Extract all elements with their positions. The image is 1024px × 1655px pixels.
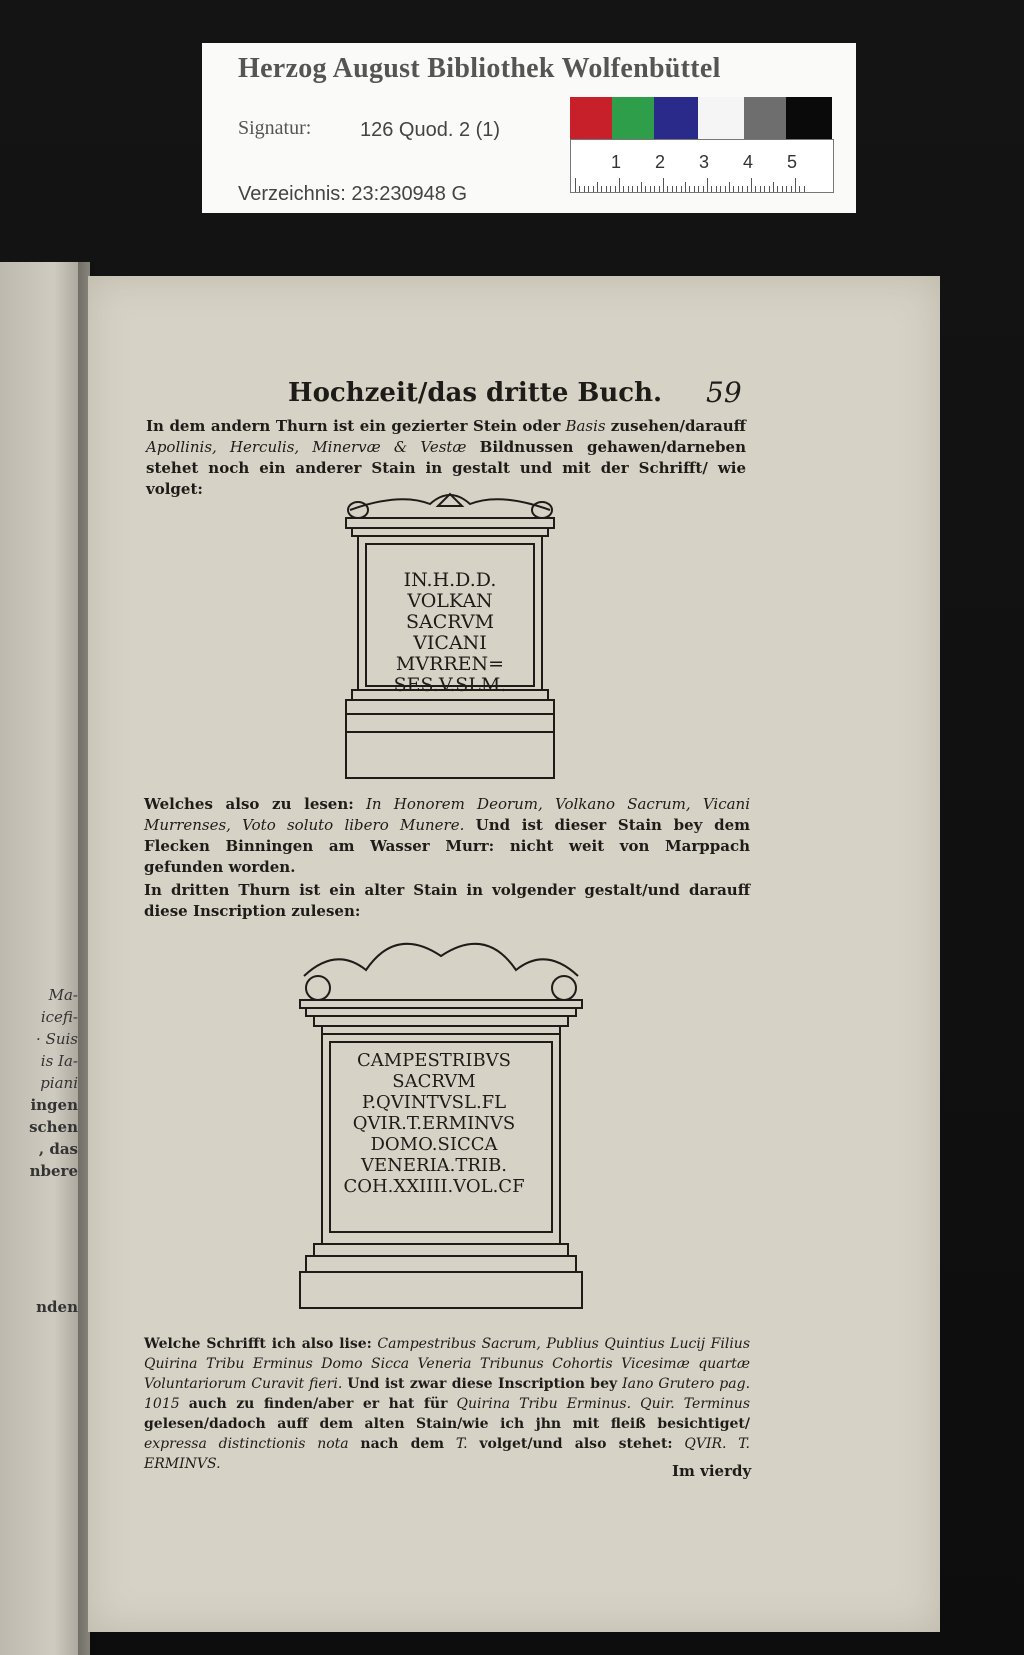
ruler-tick	[769, 186, 770, 192]
left-fragment: ingen	[30, 1096, 78, 1114]
ruler-tick	[764, 186, 765, 192]
left-fragment: schen	[29, 1118, 78, 1136]
ruler-tick	[619, 178, 620, 192]
para1-text-c: zusehen/darauff	[610, 417, 746, 435]
para4-text-d: Iano Grutero pag. 1015	[144, 1376, 751, 1412]
ruler-tick	[777, 186, 778, 192]
signatur-value: 126 Quod. 2 (1)	[360, 119, 501, 141]
library-name: Herzog August Bibliothek Wolfenbüttel	[238, 53, 721, 84]
para1-text-a: In dem andern Thurn ist ein gezierter Stein oder	[146, 417, 561, 435]
para2-text-a: Welches also zu lesen:	[144, 795, 354, 813]
ruler-tick	[786, 186, 787, 192]
color-calibration-swatches	[570, 97, 832, 139]
ruler-tick	[694, 186, 695, 192]
paragraph-2	[144, 794, 750, 878]
ruler-tick	[579, 186, 580, 192]
paragraph-4	[144, 1334, 750, 1474]
ruler-tick	[751, 178, 752, 192]
left-fragment: is Ia-	[40, 1052, 78, 1070]
left-page-edge	[0, 262, 90, 1655]
swatch-gray	[744, 97, 786, 139]
ruler-number: 2	[655, 152, 666, 172]
swatch-blue	[654, 97, 698, 139]
inscription2-line: DOMO.SICCA	[370, 1134, 498, 1155]
ruler-tick	[588, 186, 589, 192]
ruler-tick	[654, 186, 655, 192]
ruler-tick	[760, 186, 761, 192]
para4-text-l: QVIR. T. ERMINVS.	[144, 1436, 750, 1472]
ruler-tick	[747, 186, 748, 192]
para1-text-d: Apollinis, Herculis, Minervæ & Vestæ	[146, 438, 467, 456]
ruler-tick	[738, 186, 739, 192]
ruler-tick	[597, 182, 598, 192]
swatch-red	[570, 97, 612, 139]
verzeichnis-text: Verzeichnis: 23:230948 G	[238, 183, 468, 205]
page-number: 59	[706, 376, 742, 409]
ruler-tick	[681, 186, 682, 192]
inscription2-line: VENERIA.TRIB.	[360, 1155, 508, 1176]
ruler-tick	[720, 186, 721, 192]
left-fragment: Ma-	[48, 986, 78, 1004]
ruler-tick	[725, 186, 726, 192]
ruler-tick	[667, 186, 668, 192]
para2-text-b: In Honorem Deorum, Volkano Sacrum, Vicani Murrenses, Voto soluto libero Munere.	[144, 795, 750, 834]
ruler-tick	[615, 186, 616, 192]
para4-text-a: Welche Schrifft ich also lise:	[144, 1336, 372, 1352]
ruler-tick	[711, 186, 712, 192]
para4-text-k: volget/und also stehet:	[479, 1436, 673, 1452]
swatch-black	[786, 97, 832, 139]
ruler-number: 5	[787, 152, 798, 172]
ruler-tick	[742, 186, 743, 192]
para1-text-e: Bildnussen gehawen/darneben stehet noch ein anderer Stain in gestalt und mit der Schrifft/ wie volget:	[146, 438, 746, 498]
para4-text-i: nach dem	[360, 1436, 445, 1452]
ruler-tick	[637, 186, 638, 192]
para2-text-c: Und ist dieser Stain bey dem Flecken Binningen am Wasser Murr: nicht weit von Marppach gefunden worden.	[144, 816, 750, 876]
inscription-2	[336, 1050, 532, 1197]
ruler-tick	[672, 186, 673, 192]
ruler-tick	[685, 182, 686, 192]
ruler-tick	[755, 186, 756, 192]
left-fragment: , das	[38, 1140, 78, 1158]
ruler-tick	[773, 182, 774, 192]
swatch-white	[698, 97, 744, 139]
inscription1-line: VICANI	[413, 632, 487, 654]
ruler-tick	[628, 186, 629, 192]
ruler-number: 1	[611, 152, 622, 172]
inscription1-line: VOLKAN	[407, 590, 493, 612]
ruler-number: 3	[699, 152, 710, 172]
ruler-tick	[623, 186, 624, 192]
ruler-tick	[729, 182, 730, 192]
ruler-tick	[676, 186, 677, 192]
ruler-tick	[610, 186, 611, 192]
ruler-tick	[698, 186, 699, 192]
ruler-tick	[703, 186, 704, 192]
para4-text-c: Und ist zwar diese Inscription bey	[347, 1376, 618, 1392]
inscription-1	[370, 570, 530, 696]
para4-text-h: expressa distinctionis nota	[144, 1436, 349, 1452]
ruler-tick	[645, 186, 646, 192]
left-fragment: nden	[36, 1298, 78, 1316]
inscription2-line: P.QVINTVSL.FL	[361, 1092, 507, 1113]
ruler-tick	[804, 186, 805, 192]
para4-text-j: T.	[455, 1436, 468, 1452]
swatch-green	[612, 97, 654, 139]
para4-text-e: auch zu finden/aber er hat für	[188, 1396, 448, 1412]
ruler-tick	[795, 178, 796, 192]
scale-ruler	[570, 139, 834, 193]
inscription2-line: COH.XXIIII.VOL.CF	[343, 1176, 525, 1197]
para1-text-b: Basis	[565, 417, 606, 435]
ruler-tick	[799, 186, 800, 192]
inscription2-line: SACRVM	[392, 1071, 476, 1092]
left-fragment: piani	[40, 1074, 78, 1092]
inscription2-line: QVIR.T.ERMINVS	[352, 1113, 516, 1134]
ruler-tick	[733, 186, 734, 192]
signatur-key: Signatur:	[238, 117, 312, 139]
inscription1-line: MVRREN=	[395, 653, 505, 675]
inscription2-line: CAMPESTRIBVS	[356, 1050, 511, 1071]
left-fragment: · Suis	[36, 1030, 78, 1048]
ruler-tick	[584, 186, 585, 192]
inscription1-line: SACRVM	[405, 611, 495, 633]
inscription1-line: SES.V.SLM.	[393, 674, 507, 696]
left-fragment: icefi-	[40, 1008, 78, 1026]
ruler-tick	[575, 178, 576, 192]
inscription1-line: IN.H.D.D.	[403, 569, 497, 591]
para4-text-g: gelesen/dadoch auff dem alten Stain/wie ich jhn mit fleiß besichtiget/	[144, 1416, 750, 1432]
paragraph-3: In dritten Thurn ist ein alter Stain in volgender gestalt/und darauff diese Inscription zulesen:	[144, 881, 750, 920]
ruler-tick	[650, 186, 651, 192]
ruler-tick	[689, 186, 690, 192]
ruler-tick	[707, 178, 708, 192]
para4-text-b: Campestribus Sacrum, Publius Quintius Lucij Filius Quirina Tribu Erminus Domo Sicca Veneria Tribunus Cohortis Vicesimæ quartæ Voluntariorum Curavit fieri.	[144, 1336, 751, 1392]
ruler-tick	[601, 186, 602, 192]
running-header: Hochzeit/das dritte Buch.	[288, 378, 663, 408]
left-fragment: nbere	[29, 1162, 78, 1180]
ruler-tick	[641, 182, 642, 192]
ruler-tick	[606, 186, 607, 192]
paragraph-1	[146, 416, 746, 500]
ruler-tick	[593, 186, 594, 192]
ruler-tick	[782, 186, 783, 192]
catchword: Im vierdy	[672, 1462, 752, 1480]
ruler-number: 4	[743, 152, 754, 172]
ruler-tick	[791, 186, 792, 192]
ruler-tick	[663, 178, 664, 192]
library-label	[202, 43, 856, 213]
ruler-tick	[659, 186, 660, 192]
para4-text-f: Quirina Tribu Erminus. Quir. Terminus	[456, 1396, 750, 1412]
ruler-tick	[716, 186, 717, 192]
ruler-tick	[632, 186, 633, 192]
